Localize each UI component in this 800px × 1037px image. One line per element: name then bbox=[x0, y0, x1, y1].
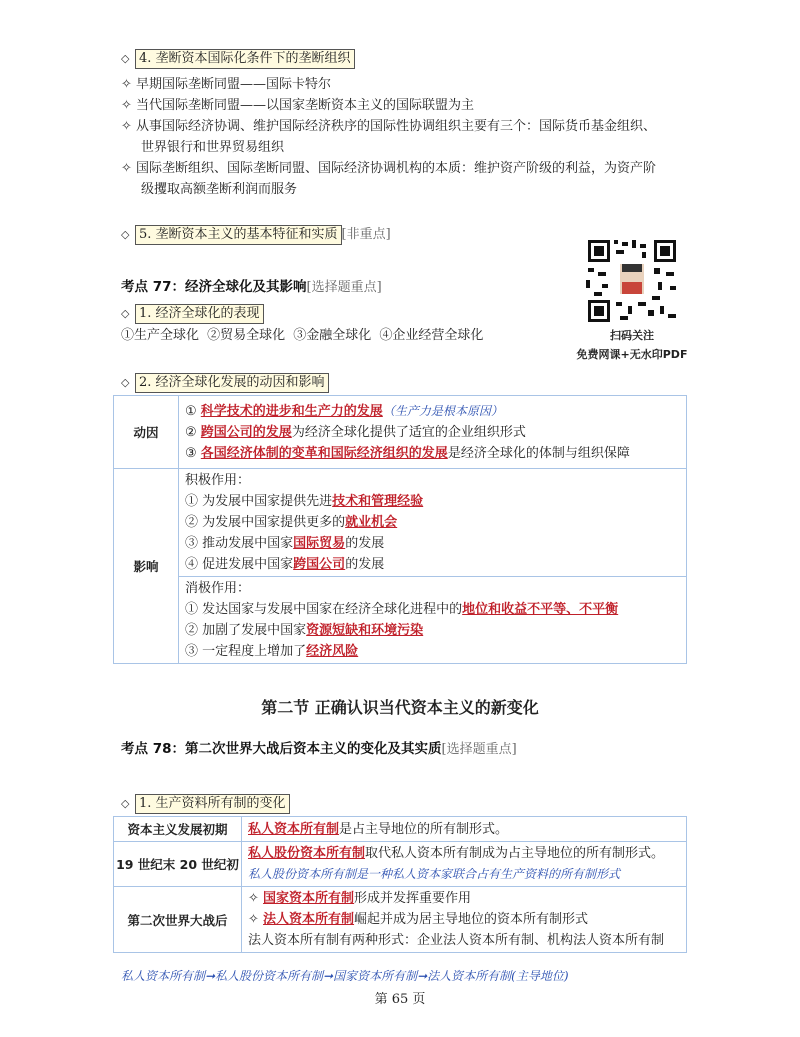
cause-row: ① 科学技术的进步和生产力的发展（生产力是根本原因） bbox=[185, 403, 503, 419]
bullet-continuation: 级攫取高额垄断利润而服务 bbox=[141, 182, 298, 197]
qr-caption-line1: 扫码关注 bbox=[610, 329, 654, 342]
bullet-item: ✧ 当代国际垄断同盟——以国家垄断资本主义的国际联盟为主 bbox=[121, 98, 475, 113]
qr-code-image bbox=[582, 236, 682, 326]
ownership-table bbox=[113, 816, 687, 953]
kaodian-78-title: 考点 78：第二次世界大战后资本主义的变化及其实质[选择题重点] bbox=[121, 741, 517, 757]
negative-row: ② 加剧了发展中国家资源短缺和环境污染 bbox=[185, 623, 424, 638]
s2-header: ◇ 2. 经济全球化发展的动因和影响 bbox=[121, 373, 329, 393]
positive-title: 积极作用： bbox=[185, 473, 251, 488]
diamond-icon: ◇ bbox=[121, 228, 130, 241]
row-label: 资本主义发展初期 bbox=[114, 817, 242, 842]
bullet-icon: ✧ bbox=[248, 891, 264, 906]
s1-items: ①生产全球化 ②贸易全球化 ③金融全球化 ④企业经营全球化 bbox=[121, 328, 484, 343]
page-number: 第 65 页 bbox=[374, 992, 426, 1007]
diamond-icon: ◇ bbox=[121, 376, 130, 389]
bullet-continuation: 世界银行和世界贸易组织 bbox=[141, 140, 285, 155]
bullet-icon: ✧ bbox=[121, 98, 137, 113]
row-content: 私人资本所有制是占主导地位的所有制形式。 bbox=[242, 817, 687, 842]
cause-row: ③ 各国经济体制的变革和国际经济组织的发展是经济全球化的体制与组织保障 bbox=[185, 445, 630, 461]
qr-caption bbox=[582, 328, 682, 344]
positive-row: ③ 推动发展中国家国际贸易的发展 bbox=[185, 536, 385, 551]
bullet-item: ✧ 早期国际垄断同盟——国际卡特尔 bbox=[121, 77, 332, 92]
row-content: 私人股份资本所有制取代私人资本所有制成为占主导地位的所有制形式。 私人股份资本所有制是一种私人资本家联合占有生产资料的所有制形式 bbox=[242, 842, 687, 887]
row-label: 第二次世界大战后 bbox=[114, 887, 242, 953]
positive-row: ① 为发展中国家提供先进技术和管理经验 bbox=[185, 494, 424, 509]
bullet-icon: ✧ bbox=[121, 119, 137, 134]
bullet-item: ✧ 从事国际经济协调、维护国际经济秩序的国际性协调组织主要有三个：国际货币基金组织、 bbox=[121, 119, 657, 134]
section4-bullets bbox=[121, 74, 701, 200]
negative-row: ③ 一定程度上增加了经济风险 bbox=[185, 644, 359, 659]
row-extra: 法人资本所有制有两种形式：企业法人资本所有制、机构法人资本所有制 bbox=[248, 933, 665, 948]
bullet-item: ✧ 国际垄断组织、国际垄断同盟、国际经济协调机构的本质：维护资产阶级的利益，为资产阶 bbox=[121, 161, 657, 176]
diamond-icon: ◇ bbox=[121, 797, 130, 810]
bullet-icon: ✧ bbox=[121, 77, 137, 92]
row-content: ✧ 国家资本所有制形成并发挥重要作用 ✧ 法人资本所有制崛起并成为居主导地位的资本所有制形式 法人资本所有制有两种形式：企业法人资本所有制、机构法人资本所有制 bbox=[242, 887, 687, 953]
effect-label: 影响 bbox=[114, 469, 179, 664]
cause-row: ② 跨国公司的发展为经济全球化提供了适宜的企业组织形式 bbox=[185, 424, 526, 440]
bullet-icon: ✧ bbox=[248, 912, 264, 927]
diamond-icon: ◇ bbox=[121, 307, 130, 320]
qr-caption-line2: 免费网课+无水印PDF bbox=[576, 348, 688, 361]
bullet-icon: ✧ bbox=[121, 161, 137, 176]
qr-caption-2 bbox=[552, 347, 712, 363]
negative-cell bbox=[179, 577, 687, 664]
kaodian-77-title: 考点 77：经济全球化及其影响[选择题重点] bbox=[121, 279, 382, 295]
section4-header: ◇ 4. 垄断资本国际化条件下的垄断组织 bbox=[121, 49, 355, 69]
s3-header: ◇ 1. 生产资料所有制的变化 bbox=[121, 794, 290, 814]
cause-cell bbox=[179, 396, 687, 469]
positive-cell bbox=[179, 469, 687, 577]
positive-row: ② 为发展中国家提供更多的就业机会 bbox=[185, 515, 398, 530]
cause-label: 动因 bbox=[114, 396, 179, 469]
row-label: 19 世纪末 20 世纪初 bbox=[114, 842, 242, 887]
chapter-title: 第二节 正确认识当代资本主义的新变化 bbox=[261, 698, 539, 717]
globalization-table bbox=[113, 395, 687, 664]
qr-code[interactable] bbox=[582, 236, 682, 326]
positive-row: ④ 促进发展中国家跨国公司的发展 bbox=[185, 557, 385, 572]
ownership-flow: 私人资本所有制➞私人股份资本所有制➞国家资本所有制➞法人资本所有制(主导地位) bbox=[121, 969, 569, 983]
section5-header: ◇ 5. 垄断资本主义的基本特征和实质 [非重点] bbox=[121, 223, 391, 245]
diamond-icon: ◇ bbox=[121, 52, 130, 65]
s1-header: ◇ 1. 经济全球化的表现 bbox=[121, 304, 264, 324]
negative-title: 消极作用： bbox=[185, 581, 251, 596]
row-note: 私人股份资本所有制是一种私人资本家联合占有生产资料的所有制形式 bbox=[248, 867, 621, 881]
negative-row: ① 发达国家与发展中国家在经济全球化进程中的地位和收益不平等、不平衡 bbox=[185, 602, 619, 617]
